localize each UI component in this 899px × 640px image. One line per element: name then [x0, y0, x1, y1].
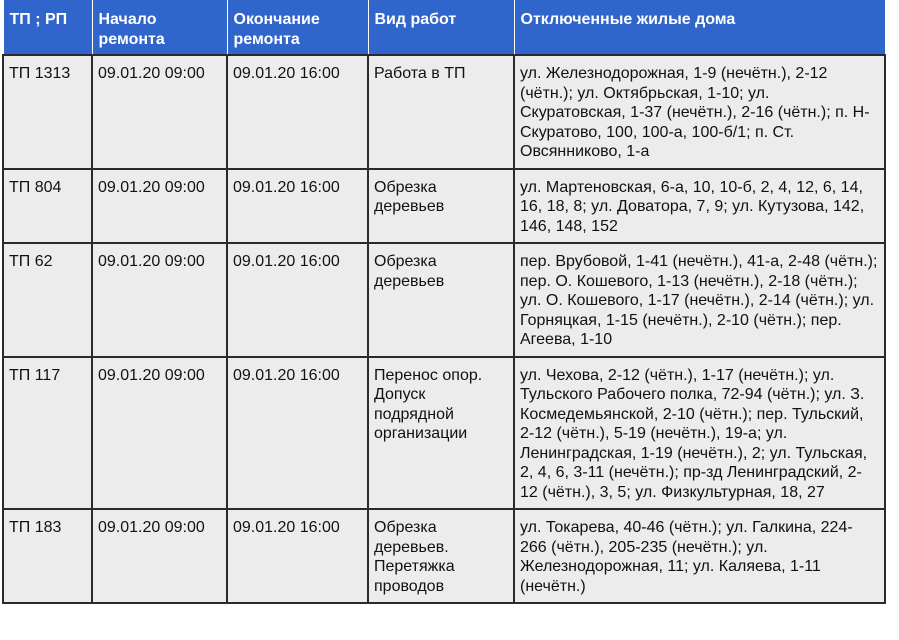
- cell-houses: ул. Чехова, 2-12 (чётн.), 1-17 (нечётн.); ул. Тульского Рабочего полка, 72-94 (чётн.); ул. З. Космедемьянской, 2-10 (чётн.); пер. Тульский, 2-12 (чётн.), 5-19 (нечётн.), 19-а; ул. Ленинградская, 1-19 (нечётн.), 2; ул. Тульская, 2, 4, 6, 3-11 (нечётн.); пр-зд Ленинградский, 2-12 (чётн.), 3, 5; ул. Физкультурная, 18, 27: [514, 357, 885, 510]
- cell-work-type: Работа в ТП: [368, 55, 514, 169]
- cell-work-type: Обрезка деревьев. Перетяжка проводов: [368, 509, 514, 603]
- cell-end: 09.01.20 16:00: [227, 509, 368, 603]
- cell-start: 09.01.20 09:00: [92, 357, 227, 510]
- cell-tp: ТП 804: [3, 169, 92, 244]
- cell-end: 09.01.20 16:00: [227, 55, 368, 169]
- header-tp: ТП ; РП: [3, 0, 92, 55]
- outage-table: [2, 0, 886, 604]
- cell-start: 09.01.20 09:00: [92, 509, 227, 603]
- cell-start: 09.01.20 09:00: [92, 55, 227, 169]
- header-row: [3, 0, 885, 55]
- header-houses: Отключенные жилые дома: [514, 0, 885, 55]
- cell-start: 09.01.20 09:00: [92, 169, 227, 244]
- cell-work-type: Перенос опор. Допуск подрядной организации: [368, 357, 514, 510]
- table-row: [3, 169, 885, 244]
- cell-end: 09.01.20 16:00: [227, 169, 368, 244]
- table-row: [3, 509, 885, 603]
- cell-tp: ТП 1313: [3, 55, 92, 169]
- cell-work-type: Обрезка деревьев: [368, 243, 514, 357]
- cell-start: 09.01.20 09:00: [92, 243, 227, 357]
- cell-tp: ТП 183: [3, 509, 92, 603]
- header-start: Начало ремонта: [92, 0, 227, 55]
- cell-houses: ул. Мартеновская, 6-а, 10, 10-б, 2, 4, 12, 6, 14, 16, 18, 8; ул. Доватора, 7, 9; ул. Кутузова, 142, 146, 148, 152: [514, 169, 885, 244]
- cell-tp: ТП 62: [3, 243, 92, 357]
- table-row: [3, 243, 885, 357]
- cell-houses: ул. Токарева, 40-46 (чётн.); ул. Галкина, 224-266 (чётн.), 205-235 (нечётн.); ул. Железнодорожная, 11; ул. Каляева, 1-11 (нечётн.): [514, 509, 885, 603]
- header-work-type: Вид работ: [368, 0, 514, 55]
- cell-houses: ул. Железнодорожная, 1-9 (нечётн.), 2-12 (чётн.); ул. Октябрьская, 1-10; ул. Скуратовская, 1-37 (нечётн.), 2-16 (чётн.); п. Н-Скуратово, 100, 100-а, 100-б/1; п. Ст. Овсянниково, 1-а: [514, 55, 885, 169]
- table-row: [3, 357, 885, 510]
- table-row: [3, 55, 885, 169]
- cell-end: 09.01.20 16:00: [227, 357, 368, 510]
- cell-houses: пер. Врубовой, 1-41 (нечётн.), 41-а, 2-48 (чётн.); пер. О. Кошевого, 1-13 (нечётн.), 2-18 (чётн.); ул. О. Кошевого, 1-17 (нечётн.), 2-14 (чётн.); ул. Горняцкая, 1-15 (нечётн.), 2-10 (чётн.); пер. Агеева, 1-10: [514, 243, 885, 357]
- cell-end: 09.01.20 16:00: [227, 243, 368, 357]
- header-end: Окончание ремонта: [227, 0, 368, 55]
- cell-tp: ТП 117: [3, 357, 92, 510]
- cell-work-type: Обрезка деревьев: [368, 169, 514, 244]
